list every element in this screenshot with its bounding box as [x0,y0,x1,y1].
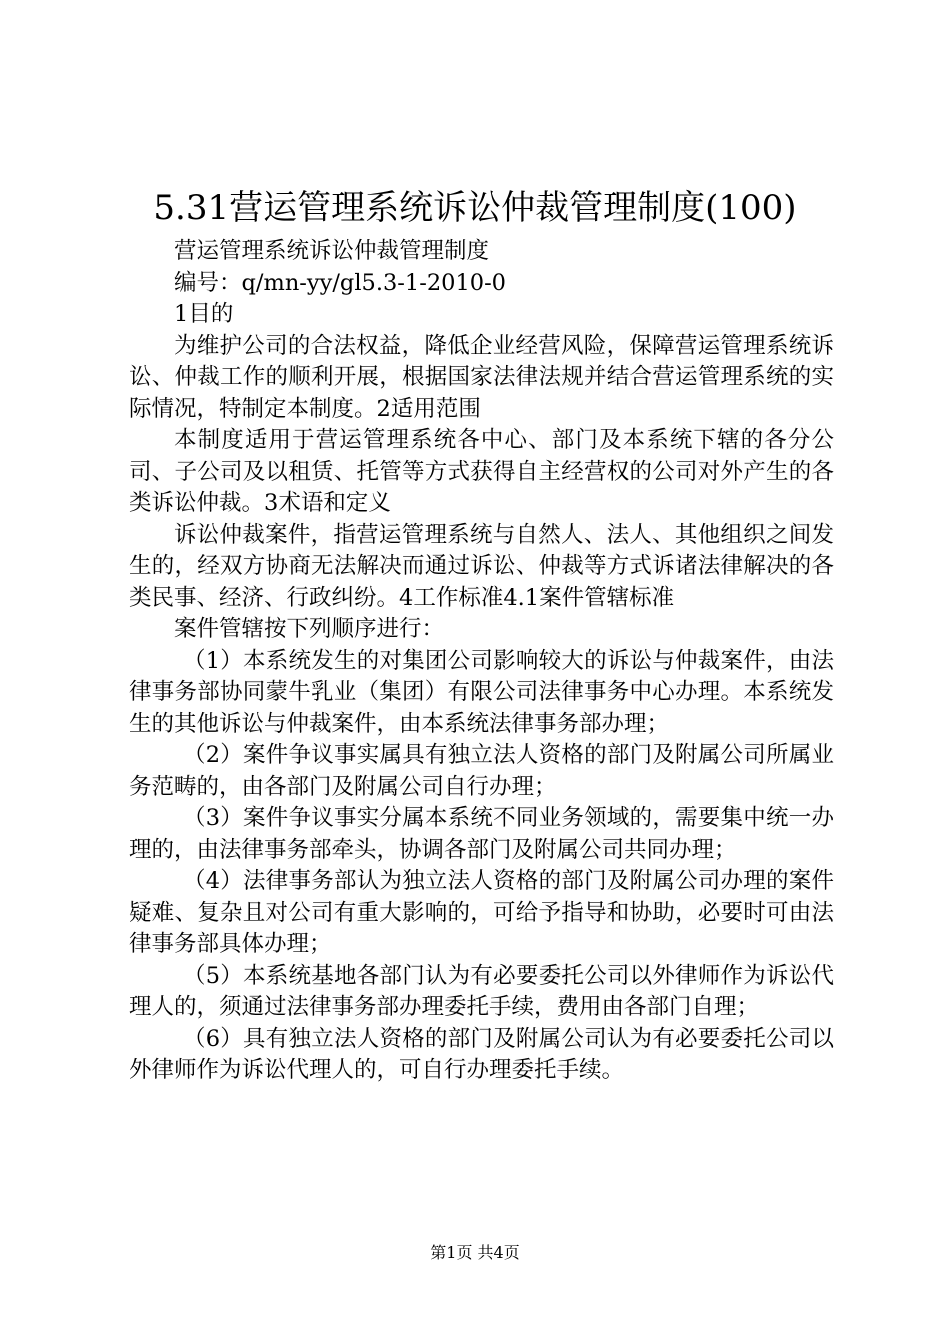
list-item: （5）本系统基地各部门认为有必要委托公司以外律师作为诉讼代理人的，须通过法律事务部办理委托手续，费用由各部门自理； [129,962,834,1020]
list-item: （3）案件争议事实分属本系统不同业务领域的，需要集中统一办理的，由法律事务部牵头，协调各部门及附属公司共同办理； [129,805,834,863]
list-item: （4）法律事务部认为独立法人资格的部门及附属公司办理的案件疑难、复杂且对公司有重大影响的，可给予指导和协助，必要时可由法律事务部具体办理； [129,868,834,957]
section-heading-purpose: 1目的 [174,301,234,327]
document-title: 5.31营运管理系统诉讼仲裁管理制度(100) [153,188,797,228]
page-footer: 第1页 共4页 [430,1243,520,1262]
list-item: （2）案件争议事实属具有独立法人资格的部门及附属公司所属业务范畴的，由各部门及附属公司自行办理； [129,742,834,800]
document-number: 编号：q/mn-yy/gl5.3-1-2010-0 [174,269,506,296]
list-item: （1）本系统发生的对集团公司影响较大的诉讼与仲裁案件，由法律事务部协同蒙牛乳业（集团）有限公司法律事务中心办理。本系统发生的其他诉讼与仲裁案件，由本系统法律事务部办理； [129,647,834,737]
body-paragraph: 诉讼仲裁案件，指营运管理系统与自然人、法人、其他组织之间发生的，经双方协商无法解决而通过诉讼、仲裁等方式诉诸法律解决的各类民事、经济、行政纠纷。4工作标准4.1案件管辖标准 [129,521,834,611]
body-paragraph: 案件管辖按下列顺序进行： [174,616,445,642]
subtitle-paragraph: 营运管理系统诉讼仲裁管理制度 [174,238,490,264]
body-paragraph: 本制度适用于营运管理系统各中心、部门及本系统下辖的各分公司、子公司及以租赁、托管等方式获得自主经营权的公司对外产生的各类诉讼仲裁。3术语和定义 [129,427,834,516]
list-item: （6）具有独立法人资格的部门及附属公司认为有必要委托公司以外律师作为诉讼代理人的，可自行办理委托手续。 [129,1025,834,1083]
document-body [129,236,834,1087]
body-paragraph: 为维护公司的合法权益，降低企业经营风险，保障营运管理系统诉讼、仲裁工作的顺利开展，根据国家法律法规并结合营运管理系统的实际情况，特制定本制度。2适用范围 [129,332,834,422]
